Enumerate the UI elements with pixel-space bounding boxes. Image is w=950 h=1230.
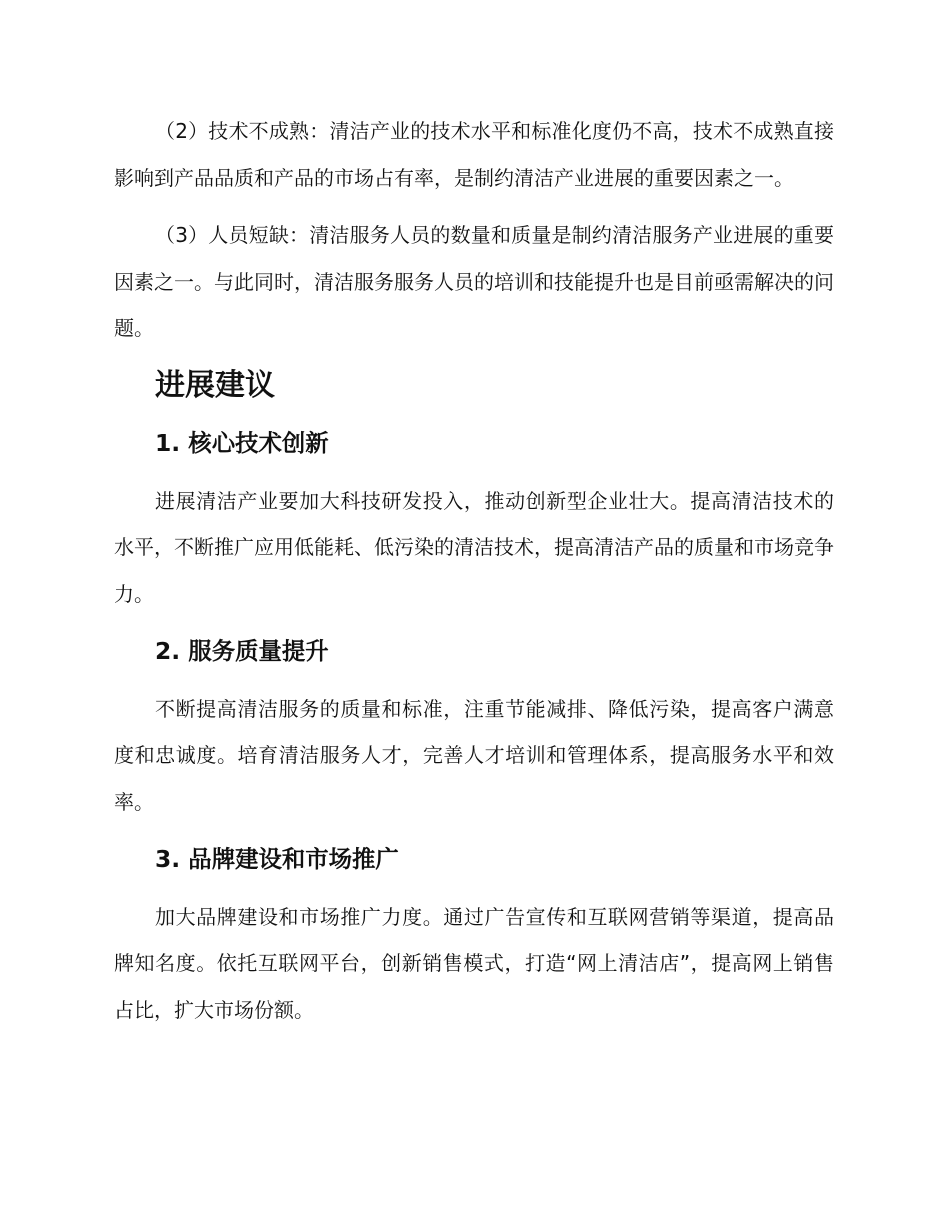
paragraph-brand-and-marketing: 加大品牌建设和市场推广力度。通过广告宣传和互联网营销等渠道，提高品牌知名度。依托互联网平台，创新销售模式，打造“网上清洁店”，提高网上销售占比，扩大市场份额。 bbox=[114, 904, 834, 1022]
section-heading-development-suggestions: 进展建议 bbox=[155, 367, 275, 403]
paragraph-service-quality-improvement: 不断提高清洁服务的质量和标准，注重节能减排、降低污染，提高客户满意度和忠诚度。培育清洁服务人才，完善人才培训和管理体系，提高服务水平和效率。 bbox=[114, 696, 834, 814]
paragraph-staff-shortage: （3）人员短缺：清洁服务人员的数量和质量是制约清洁服务产业进展的重要因素之一。与此同时，清洁服务服务人员的培训和技能提升也是目前亟需解决的问题。 bbox=[114, 223, 834, 340]
paragraph-core-technology-innovation: 进展清洁产业要加大科技研发投入，推动创新型企业壮大。提高清洁技术的水平，不断推广应用低能耗、低污染的清洁技术，提高清洁产品的质量和市场竞争力。 bbox=[114, 488, 834, 606]
paragraph-immature-technology: （2）技术不成熟：清洁产业的技术水平和标准化度仍不高，技术不成熟直接影响到产品品质和产品的市场占有率，是制约清洁产业进展的重要因素之一。 bbox=[114, 119, 834, 190]
subheading-service-quality-improvement: 2. 服务质量提升 bbox=[155, 637, 329, 665]
subheading-brand-and-marketing: 3. 品牌建设和市场推广 bbox=[155, 845, 399, 873]
document-body bbox=[114, 108, 834, 1033]
subheading-core-technology-innovation: 1. 核心技术创新 bbox=[155, 429, 329, 457]
